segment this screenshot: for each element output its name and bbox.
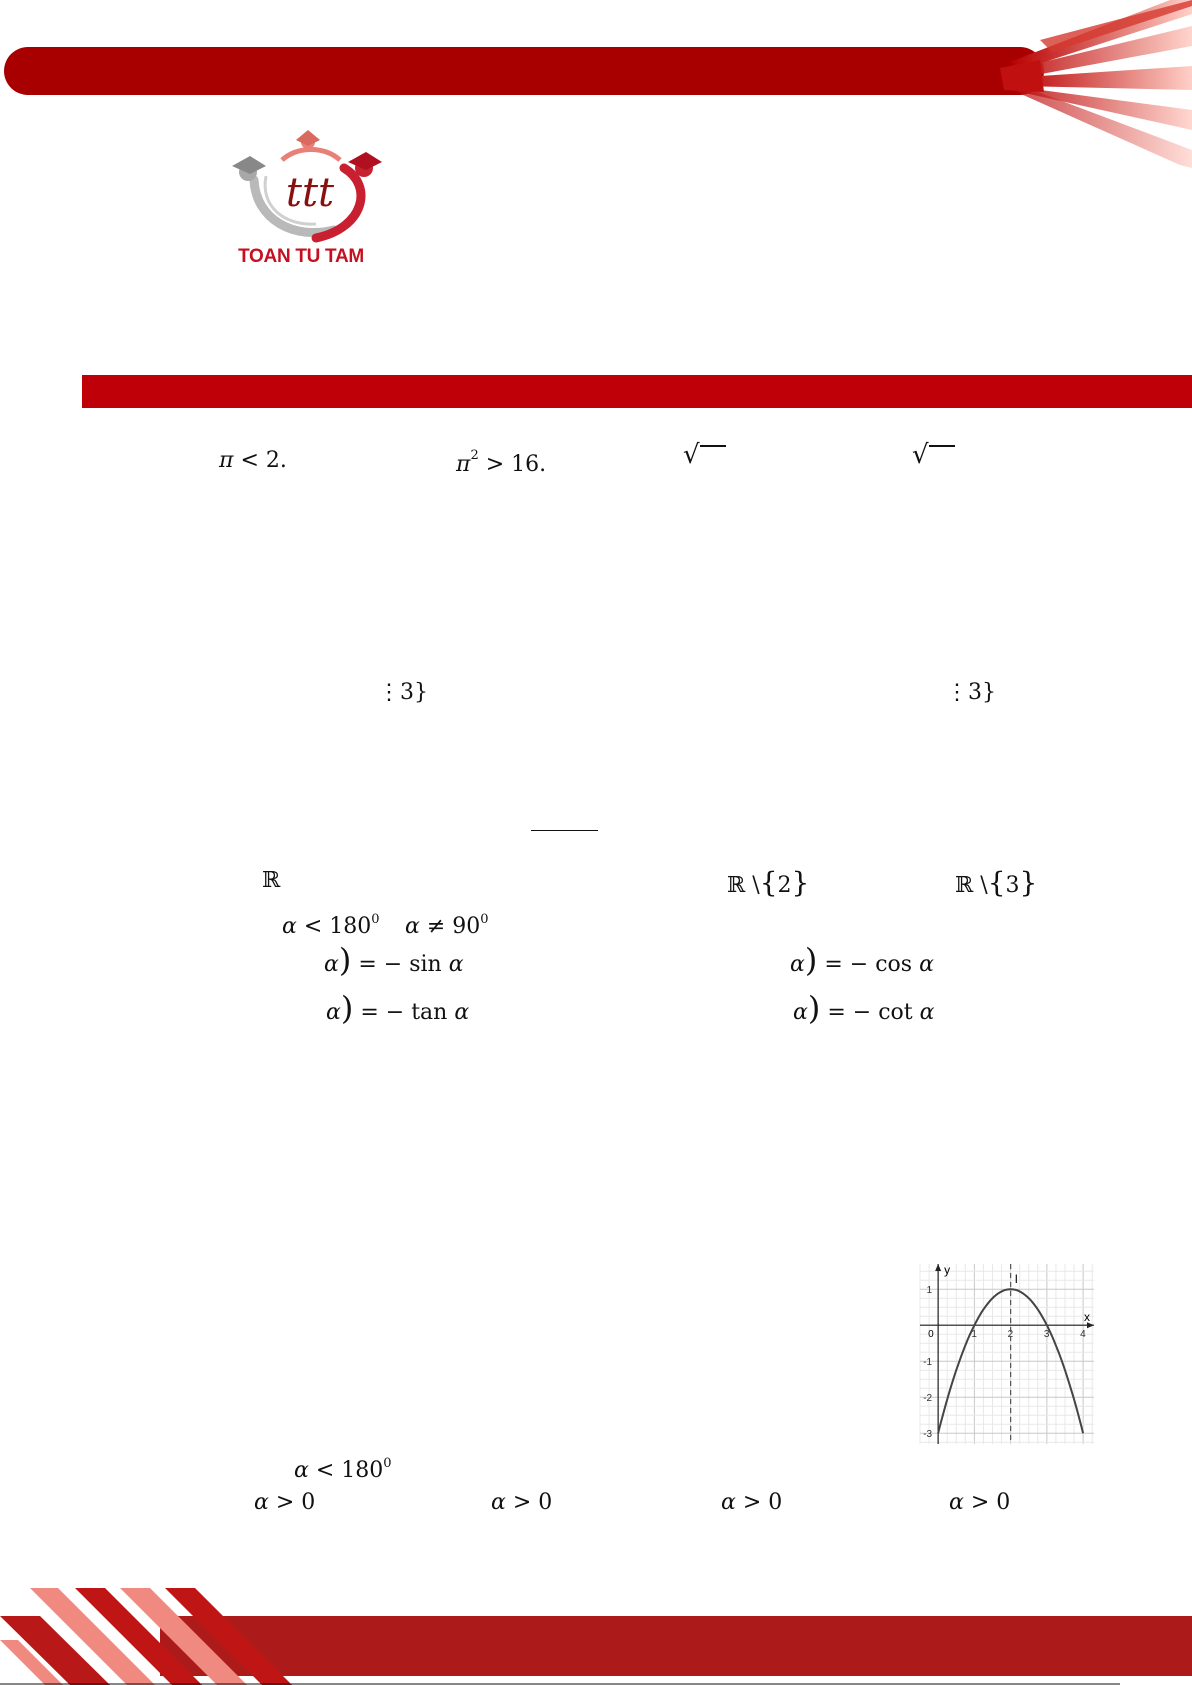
- chart-grid: [920, 1264, 1094, 1444]
- alpha-cond-rest: < 180: [315, 1458, 384, 1483]
- alpha-a-rest: > 0: [275, 1490, 316, 1515]
- alpha-symbol: α: [454, 1000, 470, 1025]
- x-axis-label: x: [1084, 1310, 1090, 1325]
- alpha-b-rest: > 0: [512, 1490, 553, 1515]
- alpha-condition: [294, 1456, 392, 1483]
- header-banner: [0, 0, 1192, 180]
- trig-cond1-rest: < 180: [303, 914, 372, 939]
- alpha-option-b: [491, 1490, 552, 1515]
- alpha-symbol: α: [405, 914, 420, 939]
- domain-c-set: ℝ \: [727, 873, 760, 898]
- y-axis-label: y: [944, 1263, 951, 1277]
- alpha-option-c: [721, 1490, 782, 1515]
- origin-label: 0: [928, 1329, 934, 1341]
- header-rays: [1000, 0, 1192, 168]
- trig-option-d: α) = − cot α: [793, 989, 935, 1027]
- vertex-label: I: [1014, 1272, 1018, 1287]
- y-tick-label: -2: [923, 1393, 933, 1405]
- pi-exponent: 2: [470, 448, 479, 463]
- header-bar: [4, 47, 1044, 95]
- sqrt-bar-d: [929, 445, 955, 447]
- trig-c-rest: = − tan: [360, 1000, 448, 1025]
- footer-bar: [160, 1616, 1192, 1676]
- domain-c-elem: 2: [777, 873, 792, 898]
- set-divisible-b: ⋮3}: [946, 680, 996, 705]
- degree-sup: 0: [383, 1456, 392, 1471]
- alpha-symbol: α: [294, 1458, 309, 1483]
- sqrt-bar-c: [700, 445, 726, 447]
- alpha-symbol: α: [491, 1490, 506, 1515]
- pi-symbol: π: [456, 452, 471, 477]
- x-tick-label: 4: [1080, 1329, 1086, 1341]
- alpha-symbol: α: [949, 1490, 964, 1515]
- alpha-symbol: α: [790, 952, 805, 977]
- domain-option-d: ℝ \{3}: [955, 866, 1038, 899]
- domain-option-c: ℝ \{2}: [727, 866, 810, 899]
- sqrt-c: √: [683, 440, 700, 470]
- domain-option-a: ℝ: [262, 868, 281, 893]
- trig-d-rest: = − cot: [827, 1000, 913, 1025]
- trig-option-b: α) = − cos α: [790, 941, 934, 979]
- alpha-symbol: α: [282, 914, 297, 939]
- alpha-symbol: α: [919, 952, 934, 977]
- alpha-symbol: α: [919, 1000, 935, 1025]
- parabola-chart: [912, 1256, 1102, 1452]
- alpha-symbol: α: [254, 1490, 269, 1515]
- degree-sup: 0: [480, 912, 489, 927]
- y-axis-arrow: [935, 1264, 941, 1271]
- option-pi-b: [456, 448, 546, 477]
- trig-option-c: α) = − tan α: [326, 989, 470, 1027]
- logo: [224, 128, 394, 273]
- trig-b-rest: = − cos: [824, 952, 913, 977]
- alpha-option-a: [254, 1490, 315, 1515]
- pi-symbol: π: [219, 448, 234, 473]
- y-tick-label: 1: [926, 1285, 933, 1297]
- logo-monogram: ttt: [285, 170, 335, 216]
- footer-banner: [0, 1580, 1192, 1685]
- x-tick-label: 2: [1007, 1329, 1014, 1341]
- trig-condition-2: [405, 912, 489, 939]
- alpha-d-rest: > 0: [970, 1490, 1011, 1515]
- alpha-symbol: α: [324, 952, 339, 977]
- pi-a-rest: < 2.: [240, 448, 287, 473]
- alpha-c-rest: > 0: [742, 1490, 783, 1515]
- x-tick-label: 1: [971, 1329, 977, 1341]
- y-tick-label: -1: [923, 1357, 933, 1369]
- alpha-symbol: α: [721, 1490, 736, 1515]
- x-tick-label: 3: [1043, 1329, 1050, 1341]
- set-divisible-a: ⋮3}: [378, 680, 428, 705]
- alpha-symbol: α: [448, 952, 464, 977]
- chart-axes: [920, 1264, 1094, 1444]
- section-band: [82, 375, 1192, 408]
- fraction-bar: [531, 830, 598, 831]
- alpha-symbol: α: [793, 1000, 808, 1025]
- pi-b-rest: > 16.: [485, 452, 547, 477]
- trig-a-rest: = − sin: [358, 952, 442, 977]
- y-tick-label: -3: [923, 1429, 933, 1441]
- trig-cond2-rest: ≠ 90: [426, 914, 481, 939]
- alpha-symbol: α: [326, 1000, 341, 1025]
- sqrt-d: √: [912, 440, 929, 470]
- trig-condition-1: [282, 912, 380, 939]
- logo-name: TOAN TU TAM: [238, 246, 364, 267]
- option-pi-a: [219, 448, 287, 473]
- domain-d-set: ℝ \: [955, 873, 988, 898]
- alpha-option-d: [949, 1490, 1010, 1515]
- logo-emblem: [224, 128, 394, 246]
- trig-option-a: α) = − sin α: [324, 941, 464, 979]
- degree-sup: 0: [371, 912, 380, 927]
- domain-d-elem: 3: [1005, 873, 1020, 898]
